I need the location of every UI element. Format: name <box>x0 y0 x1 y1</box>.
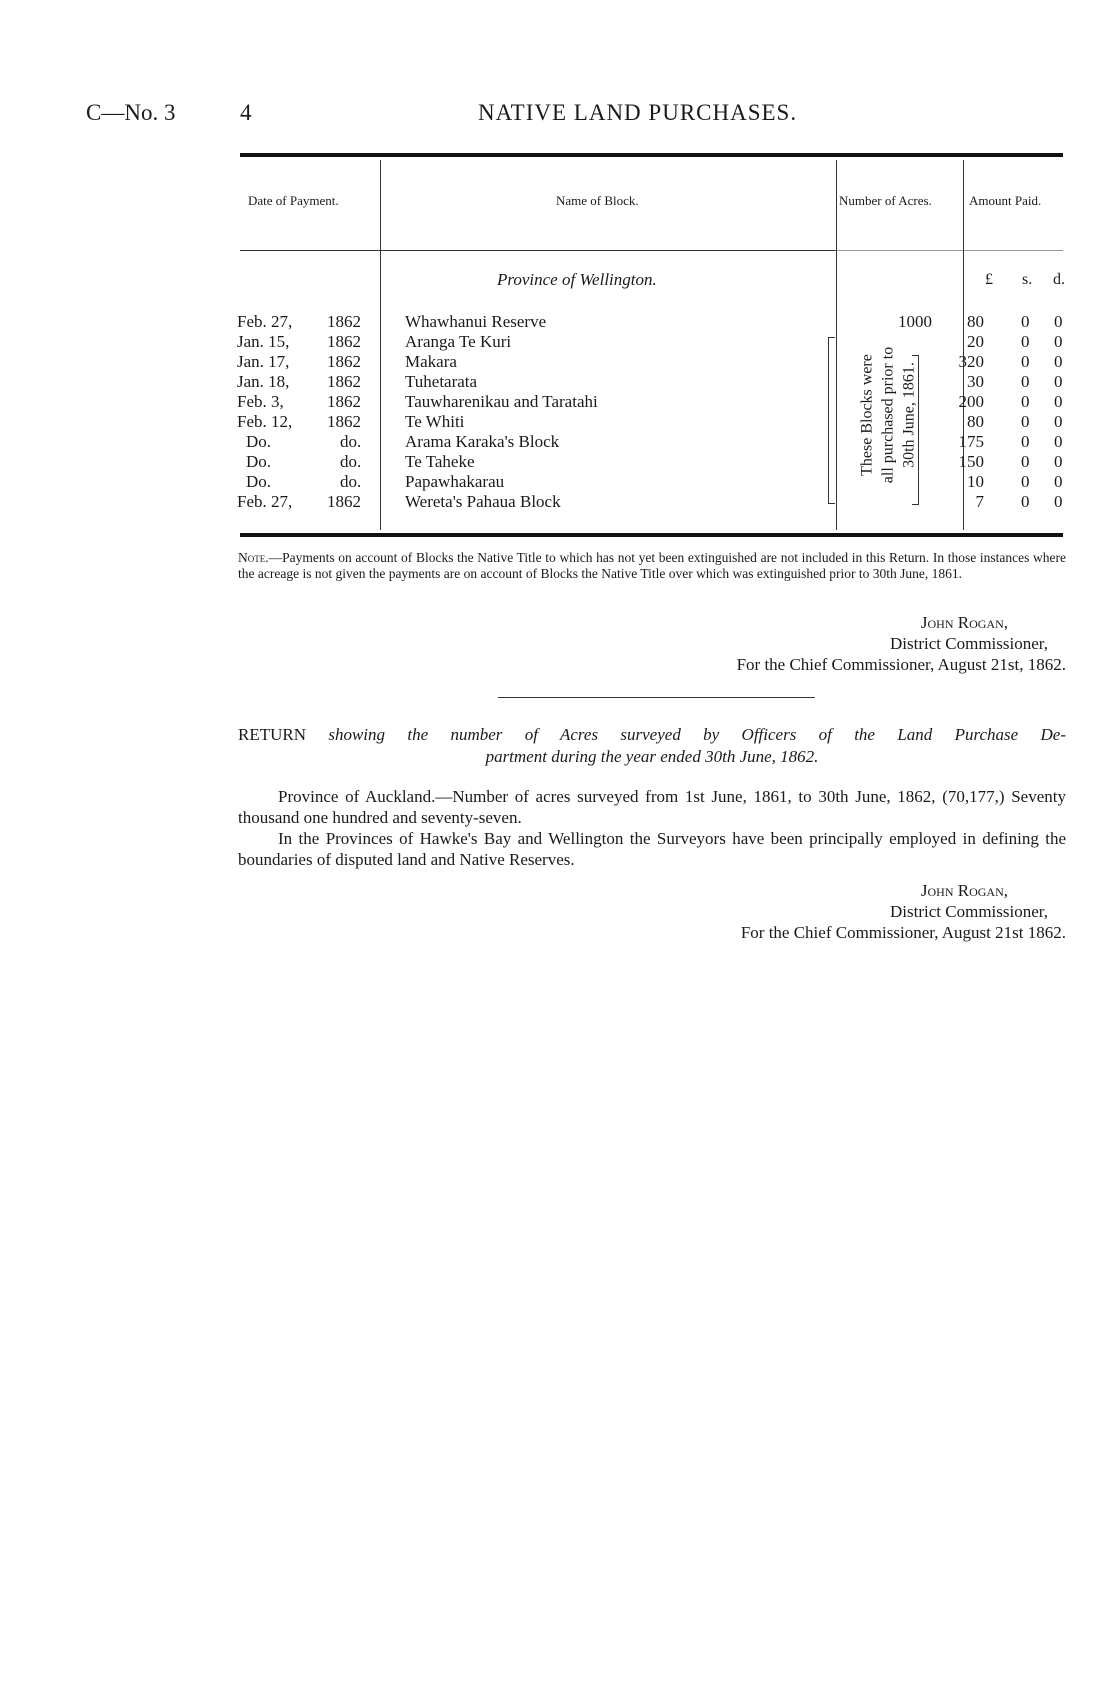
table-row <box>0 372 1114 392</box>
amount-pounds: 150 <box>958 452 984 471</box>
amount-shillings: 0 <box>1021 452 1030 471</box>
amount-pence: 0 <box>1054 492 1063 511</box>
block-name: Tuhetarata <box>405 372 478 391</box>
return-heading <box>238 724 1066 768</box>
amount-pounds: 10 <box>967 472 984 491</box>
amount-shillings: 0 <box>1021 492 1030 511</box>
table-row <box>0 452 1114 472</box>
payment-date: Jan. 15, <box>237 332 290 351</box>
amount-pounds: 7 <box>975 492 984 511</box>
signatory-name: John Rogan, <box>920 881 1008 900</box>
block-name: Whawhanui Reserve <box>405 312 547 331</box>
payment-date: Feb. 12, <box>237 412 293 431</box>
amount-pence: 0 <box>1054 332 1063 351</box>
block-name: Papawhakarau <box>405 472 505 491</box>
payment-year: 1862 <box>327 372 361 391</box>
return-line-1: showing the number of Acres surveyed by Officers of the Land Purchase De- <box>328 725 1067 744</box>
payment-year: 1862 <box>327 392 361 411</box>
payment-date: Do. <box>246 432 272 451</box>
payment-year: 1862 <box>327 352 361 371</box>
amount-pounds: 80 <box>967 412 984 431</box>
payment-date: Do. <box>246 452 272 471</box>
note-label: Note. <box>238 550 269 565</box>
amount-pence: 0 <box>1054 312 1063 331</box>
block-name: Aranga Te Kuri <box>405 332 512 351</box>
document-reference: C—No. 3 <box>86 100 176 125</box>
amount-pence: 0 <box>1054 432 1063 451</box>
left-brace <box>828 337 835 504</box>
page-title: NATIVE LAND PURCHASES. <box>478 100 798 125</box>
amount-shillings: 0 <box>1021 372 1030 391</box>
rotated-note-line: 30th June, 1861. <box>900 362 918 468</box>
amount-pence: 0 <box>1054 352 1063 371</box>
column-header-amount: Amount Paid. <box>969 193 1042 208</box>
return-word: RETURN <box>238 725 306 744</box>
amount-pounds: 30 <box>967 372 984 391</box>
amount-pounds: 200 <box>958 392 984 411</box>
table-row <box>0 392 1114 412</box>
page-number: 4 <box>240 100 252 125</box>
column-header-acres: Number of Acres. <box>839 193 932 208</box>
amount-pence: 0 <box>1054 372 1063 391</box>
table-row <box>0 432 1114 452</box>
block-name: Tauwharenikau and Taratahi <box>405 392 598 411</box>
header-divider <box>240 250 380 251</box>
amount-pounds: 320 <box>958 352 984 371</box>
payment-date: Feb. 3, <box>237 392 284 411</box>
amount-shillings: 0 <box>1021 412 1030 431</box>
payment-year: 1862 <box>327 412 361 431</box>
block-name: Te Taheke <box>405 452 475 471</box>
section-divider <box>498 697 815 698</box>
amount-shillings: 0 <box>1021 472 1030 491</box>
signatory-role: District Commissioner, <box>890 902 1048 921</box>
signatory-line: For the Chief Commissioner, August 21st, 1862. <box>736 655 1066 674</box>
return-line-2: partment during the year ended 30th June, 1862. <box>485 747 819 766</box>
payment-year: 1862 <box>327 312 361 331</box>
header-divider <box>381 250 836 251</box>
amount-pence: 0 <box>1054 412 1063 431</box>
rotated-note-line: These Blocks were <box>858 354 876 476</box>
note-text: —Payments on account of Blocks the Native Title to which has not yet been extinguished are not included in this Return. In those instances where the acreage is not given the payments are on account of Blocks the Native Title over which was extinguished prior to 30th June, 1861. <box>238 550 1066 581</box>
table-row <box>0 492 1114 512</box>
signature-block <box>737 612 1066 675</box>
block-name: Makara <box>405 352 457 371</box>
pound-header: £ <box>985 271 993 288</box>
payment-date: Feb. 27, <box>237 492 293 511</box>
column-header-name: Name of Block. <box>556 193 639 208</box>
signatory-role: District Commissioner, <box>890 634 1048 653</box>
rotated-note-line: all purchased prior to <box>879 346 897 484</box>
payment-year: do. <box>340 452 362 471</box>
return-paragraph: In the Provinces of Hawke's Bay and Wellington the Surveyors have been principally employed in defining the boundaries of disputed land and Native Reserves. <box>238 829 1066 869</box>
table-row <box>0 332 1114 352</box>
table-bottom-rule <box>240 533 1063 537</box>
table-row <box>0 472 1114 492</box>
table-row <box>0 352 1114 372</box>
table-top-rule <box>240 153 1063 157</box>
payment-date: Jan. 17, <box>237 352 290 371</box>
amount-pounds: 20 <box>967 332 984 351</box>
payment-year: 1862 <box>327 332 361 351</box>
signatory-name: John Rogan, <box>920 613 1008 632</box>
return-paragraph: Province of Auckland.—Number of acres surveyed from 1st June, 1861, to 30th June, 1862, (70,177,) Seventy thousand one hundred and seventy-seven. <box>238 787 1066 827</box>
province-heading: Province of Wellington. <box>497 270 657 289</box>
acres: 1000 <box>898 312 932 331</box>
table-note <box>238 550 1066 582</box>
amount-pence: 0 <box>1054 392 1063 411</box>
amount-pence: 0 <box>1054 472 1063 491</box>
amount-shillings: 0 <box>1021 332 1030 351</box>
payment-date: Jan. 18, <box>237 372 290 391</box>
amount-shillings: 0 <box>1021 392 1030 411</box>
payment-year: do. <box>340 472 362 491</box>
payment-year: do. <box>340 432 362 451</box>
signatory-line: For the Chief Commissioner, August 21st 1862. <box>740 923 1066 942</box>
table-row <box>0 312 1114 332</box>
pence-header: d. <box>1053 271 1065 288</box>
block-name: Wereta's Pahaua Block <box>405 492 561 511</box>
payment-year: 1862 <box>327 492 361 511</box>
rotated-acreage-note <box>838 315 938 515</box>
amount-shillings: 0 <box>1021 352 1030 371</box>
header-divider <box>837 250 1063 251</box>
amount-pounds: 80 <box>967 312 984 331</box>
block-name: Arama Karaka's Block <box>405 432 560 451</box>
table-row <box>0 412 1114 432</box>
amount-pence: 0 <box>1054 452 1063 471</box>
block-name: Te Whiti <box>405 412 465 431</box>
amount-shillings: 0 <box>1021 312 1030 331</box>
amount-shillings: 0 <box>1021 432 1030 451</box>
return-body <box>238 786 1066 870</box>
shilling-header: s. <box>1022 271 1033 288</box>
column-header-date: Date of Payment. <box>248 193 339 208</box>
payment-date: Do. <box>246 472 272 491</box>
signature-block <box>741 880 1066 943</box>
amount-pounds: 175 <box>958 432 984 451</box>
payment-date: Feb. 27, <box>237 312 293 331</box>
